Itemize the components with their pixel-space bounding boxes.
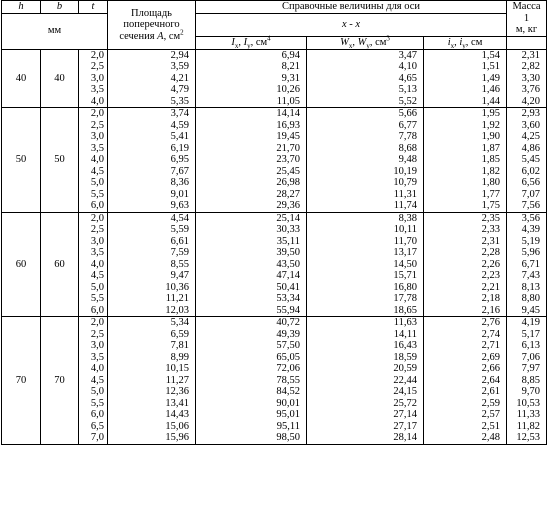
cell-moment-of-inertia: 98,50 [196, 432, 307, 444]
cell-area: 5,35 [108, 96, 196, 108]
cell-moment-of-inertia: 40,72 [196, 317, 307, 329]
cell-radius-of-gyration: 2,51 [424, 421, 507, 433]
cell-b: 60 [41, 212, 79, 317]
cell-moment-of-inertia: 43,50 [196, 259, 307, 271]
header-axis-text: x - x [341, 18, 361, 30]
cell-mass: 6,71 [507, 259, 547, 271]
cell-section-modulus: 14,50 [307, 259, 424, 271]
cell-radius-of-gyration: 2,64 [424, 375, 507, 387]
cell-mass: 6,56 [507, 177, 547, 189]
cell-radius-of-gyration: 2,69 [424, 352, 507, 364]
cell-radius-of-gyration: 2,74 [424, 329, 507, 341]
cell-area: 7,81 [108, 340, 196, 352]
cell-section-modulus: 8,68 [307, 143, 424, 155]
cell-section-modulus: 4,65 [307, 73, 424, 85]
cell-radius-of-gyration: 2,28 [424, 247, 507, 259]
cell-t: 3,5 [79, 247, 108, 259]
table-row [2, 293, 547, 305]
table-row [2, 189, 547, 201]
cell-area: 15,06 [108, 421, 196, 433]
cell-mass: 8,13 [507, 282, 547, 294]
cell-t: 6,0 [79, 409, 108, 421]
cell-moment-of-inertia: 53,34 [196, 293, 307, 305]
cell-radius-of-gyration: 2,18 [424, 293, 507, 305]
cell-radius-of-gyration: 1,49 [424, 73, 507, 85]
cell-area: 5,41 [108, 131, 196, 143]
table-row [2, 340, 547, 352]
cell-moment-of-inertia: 95,11 [196, 421, 307, 433]
cell-t: 3,5 [79, 352, 108, 364]
cell-section-modulus: 10,11 [307, 224, 424, 236]
cell-area: 2,94 [108, 49, 196, 61]
table-row [2, 200, 547, 212]
cell-mass: 2,31 [507, 49, 547, 61]
cell-section-modulus: 24,15 [307, 386, 424, 398]
cell-radius-of-gyration: 1,54 [424, 49, 507, 61]
cell-mass: 6,02 [507, 166, 547, 178]
cell-h: 50 [2, 108, 41, 213]
cell-t: 3,5 [79, 143, 108, 155]
table-row [2, 247, 547, 259]
cell-moment-of-inertia: 23,70 [196, 154, 307, 166]
cell-radius-of-gyration: 2,61 [424, 386, 507, 398]
cell-area: 8,99 [108, 352, 196, 364]
cell-radius-of-gyration: 2,23 [424, 270, 507, 282]
cell-moment-of-inertia: 90,01 [196, 398, 307, 410]
cell-t: 2,5 [79, 120, 108, 132]
table-header [2, 1, 547, 50]
header-t: t [79, 1, 108, 14]
cell-radius-of-gyration: 2,33 [424, 224, 507, 236]
cell-moment-of-inertia: 55,94 [196, 305, 307, 317]
cell-section-modulus: 27,17 [307, 421, 424, 433]
cell-mass: 2,93 [507, 108, 547, 120]
cell-t: 2,0 [79, 212, 108, 224]
cell-mass: 4,39 [507, 224, 547, 236]
cell-t: 4,5 [79, 270, 108, 282]
cell-mass: 4,20 [507, 96, 547, 108]
cell-t: 3,0 [79, 340, 108, 352]
cell-moment-of-inertia: 28,27 [196, 189, 307, 201]
cell-area: 6,59 [108, 329, 196, 341]
table-row [2, 409, 547, 421]
cell-mass: 11,82 [507, 421, 547, 433]
cell-moment-of-inertia: 35,11 [196, 236, 307, 248]
table-row [2, 398, 547, 410]
cell-area: 3,74 [108, 108, 196, 120]
cell-area: 4,79 [108, 84, 196, 96]
header-axis [196, 13, 507, 36]
header-col-W: $W_x$, $W_y$, $см^3$ [307, 36, 424, 49]
cell-radius-of-gyration: 2,57 [424, 409, 507, 421]
cell-mass: 4,86 [507, 143, 547, 155]
table-row [2, 352, 547, 364]
table-row [2, 108, 547, 120]
cell-area: 8,36 [108, 177, 196, 189]
cell-t: 6,0 [79, 200, 108, 212]
cell-area: 15,96 [108, 432, 196, 444]
cell-section-modulus: 16,80 [307, 282, 424, 294]
cell-section-modulus: 10,79 [307, 177, 424, 189]
cell-area: 12,03 [108, 305, 196, 317]
cell-radius-of-gyration: 1,92 [424, 120, 507, 132]
cell-t: 3,0 [79, 236, 108, 248]
header-mass-empty [507, 36, 547, 49]
table-row [2, 154, 547, 166]
cell-section-modulus: 7,78 [307, 131, 424, 143]
table-row [2, 305, 547, 317]
cell-b: 70 [41, 317, 79, 445]
cell-moment-of-inertia: 47,14 [196, 270, 307, 282]
cell-t: 5,5 [79, 189, 108, 201]
table-row [2, 236, 547, 248]
cell-t: 5,0 [79, 177, 108, 189]
cell-section-modulus: 8,38 [307, 212, 424, 224]
header-col-i: $i_x$, $i_y$, см [424, 36, 507, 49]
cell-radius-of-gyration: 2,35 [424, 212, 507, 224]
cell-moment-of-inertia: 6,94 [196, 49, 307, 61]
cell-radius-of-gyration: 2,59 [424, 398, 507, 410]
cell-mass: 3,30 [507, 73, 547, 85]
cell-moment-of-inertia: 9,31 [196, 73, 307, 85]
cell-t: 2,5 [79, 329, 108, 341]
cell-area: 13,41 [108, 398, 196, 410]
table-row [2, 96, 547, 108]
cell-area: 12,36 [108, 386, 196, 398]
cell-moment-of-inertia: 14,14 [196, 108, 307, 120]
cell-t: 3,5 [79, 84, 108, 96]
cell-area: 10,15 [108, 363, 196, 375]
cell-moment-of-inertia: 11,05 [196, 96, 307, 108]
header-area-line-2: поперечного [123, 19, 180, 30]
cell-mass: 7,56 [507, 200, 547, 212]
table-row [2, 73, 547, 85]
cell-t: 5,5 [79, 293, 108, 305]
cell-mass: 5,19 [507, 236, 547, 248]
cell-moment-of-inertia: 25,14 [196, 212, 307, 224]
cell-mass: 6,13 [507, 340, 547, 352]
cell-t: 6,5 [79, 421, 108, 433]
cell-area: 8,55 [108, 259, 196, 271]
cell-area: 6,95 [108, 154, 196, 166]
cell-h: 40 [2, 49, 41, 108]
cell-section-modulus: 28,14 [307, 432, 424, 444]
cell-section-modulus: 11,70 [307, 236, 424, 248]
cell-mass: 11,33 [507, 409, 547, 421]
cell-area: 9,63 [108, 200, 196, 212]
cell-moment-of-inertia: 30,33 [196, 224, 307, 236]
cell-area: 4,54 [108, 212, 196, 224]
table-row [2, 421, 547, 433]
cell-moment-of-inertia: 8,21 [196, 61, 307, 73]
cell-h: 70 [2, 317, 41, 445]
header-area [108, 1, 196, 50]
header-b: b [41, 1, 79, 14]
cell-section-modulus: 17,78 [307, 293, 424, 305]
header-units: мм [2, 13, 108, 49]
cell-moment-of-inertia: 21,70 [196, 143, 307, 155]
table-row [2, 166, 547, 178]
cell-moment-of-inertia: 49,39 [196, 329, 307, 341]
cell-area: 11,21 [108, 293, 196, 305]
cell-moment-of-inertia: 95,01 [196, 409, 307, 421]
cell-moment-of-inertia: 10,26 [196, 84, 307, 96]
table-row [2, 386, 547, 398]
cell-section-modulus: 18,59 [307, 352, 424, 364]
cell-area: 6,19 [108, 143, 196, 155]
cell-t: 3,0 [79, 131, 108, 143]
table-row [2, 224, 547, 236]
cell-area: 6,61 [108, 236, 196, 248]
cell-radius-of-gyration: 2,26 [424, 259, 507, 271]
cell-mass: 3,60 [507, 120, 547, 132]
cell-h: 60 [2, 212, 41, 317]
cell-radius-of-gyration: 1,90 [424, 131, 507, 143]
cell-radius-of-gyration: 1,87 [424, 143, 507, 155]
cell-radius-of-gyration: 1,85 [424, 154, 507, 166]
cell-t: 5,0 [79, 386, 108, 398]
cell-t: 2,0 [79, 317, 108, 329]
cell-moment-of-inertia: 19,45 [196, 131, 307, 143]
cell-section-modulus: 6,77 [307, 120, 424, 132]
cell-section-modulus: 3,47 [307, 49, 424, 61]
cell-mass: 4,19 [507, 317, 547, 329]
cell-mass: 12,53 [507, 432, 547, 444]
cell-mass: 7,43 [507, 270, 547, 282]
cell-radius-of-gyration: 2,71 [424, 340, 507, 352]
cell-b: 40 [41, 49, 79, 108]
table-row [2, 84, 547, 96]
cell-moment-of-inertia: 65,05 [196, 352, 307, 364]
cell-area: 9,01 [108, 189, 196, 201]
cell-section-modulus: 10,19 [307, 166, 424, 178]
cell-section-modulus: 11,31 [307, 189, 424, 201]
cell-radius-of-gyration: 2,66 [424, 363, 507, 375]
header-col-I: $I_x$, $I_y$, $см^4$ [196, 36, 307, 49]
table-row [2, 143, 547, 155]
cell-mass: 10,53 [507, 398, 547, 410]
header-area-line-1: Площадь [131, 7, 172, 19]
header-mass-line-1: Масса 1 [512, 1, 541, 24]
cell-moment-of-inertia: 16,93 [196, 120, 307, 132]
cell-section-modulus: 5,66 [307, 108, 424, 120]
cell-section-modulus: 4,10 [307, 61, 424, 73]
cell-mass: 8,85 [507, 375, 547, 387]
table-row [2, 177, 547, 189]
cell-mass: 9,45 [507, 305, 547, 317]
section-properties-table [1, 0, 547, 445]
cell-t: 5,5 [79, 398, 108, 410]
cell-mass: 7,97 [507, 363, 547, 375]
cell-moment-of-inertia: 29,36 [196, 200, 307, 212]
header-mass [507, 1, 547, 37]
cell-radius-of-gyration: 1,82 [424, 166, 507, 178]
cell-t: 3,0 [79, 73, 108, 85]
cell-radius-of-gyration: 1,51 [424, 61, 507, 73]
table-row [2, 363, 547, 375]
cell-radius-of-gyration: 1,75 [424, 200, 507, 212]
cell-section-modulus: 11,74 [307, 200, 424, 212]
cell-moment-of-inertia: 72,06 [196, 363, 307, 375]
cell-section-modulus: 14,11 [307, 329, 424, 341]
cell-area: 7,59 [108, 247, 196, 259]
cell-radius-of-gyration: 2,48 [424, 432, 507, 444]
cell-moment-of-inertia: 50,41 [196, 282, 307, 294]
cell-area: 9,47 [108, 270, 196, 282]
cell-mass: 4,25 [507, 131, 547, 143]
cell-b: 50 [41, 108, 79, 213]
header-area-line-3: сечения A, $см^2$ [119, 28, 184, 42]
cell-t: 4,5 [79, 375, 108, 387]
cell-section-modulus: 27,14 [307, 409, 424, 421]
cell-mass: 3,76 [507, 84, 547, 96]
table-body [2, 49, 547, 444]
cell-moment-of-inertia: 57,50 [196, 340, 307, 352]
cell-area: 5,34 [108, 317, 196, 329]
table-row [2, 212, 547, 224]
cell-radius-of-gyration: 1,44 [424, 96, 507, 108]
cell-section-modulus: 9,48 [307, 154, 424, 166]
cell-t: 4,0 [79, 154, 108, 166]
table-row [2, 120, 547, 132]
cell-radius-of-gyration: 1,46 [424, 84, 507, 96]
cell-section-modulus: 18,65 [307, 305, 424, 317]
cell-mass: 3,56 [507, 212, 547, 224]
cell-t: 6,0 [79, 305, 108, 317]
cell-t: 4,0 [79, 96, 108, 108]
cell-section-modulus: 13,17 [307, 247, 424, 259]
cell-section-modulus: 25,72 [307, 398, 424, 410]
cell-section-modulus: 16,43 [307, 340, 424, 352]
header-mass-line-2: м, кг [515, 24, 538, 35]
cell-section-modulus: 5,52 [307, 96, 424, 108]
cell-mass: 7,07 [507, 189, 547, 201]
cell-moment-of-inertia: 26,98 [196, 177, 307, 189]
cell-area: 10,36 [108, 282, 196, 294]
cell-area: 11,27 [108, 375, 196, 387]
cell-mass: 9,70 [507, 386, 547, 398]
cell-radius-of-gyration: 1,95 [424, 108, 507, 120]
table-row [2, 61, 547, 73]
table-row [2, 317, 547, 329]
header-h: h [2, 1, 41, 14]
cell-t: 4,0 [79, 259, 108, 271]
cell-radius-of-gyration: 1,77 [424, 189, 507, 201]
cell-section-modulus: 5,13 [307, 84, 424, 96]
table-row [2, 270, 547, 282]
cell-radius-of-gyration: 2,21 [424, 282, 507, 294]
header-ref-title-text: Справочные величины для оси [281, 1, 421, 12]
cell-mass: 5,45 [507, 154, 547, 166]
header-ref-title [196, 1, 507, 14]
cell-moment-of-inertia: 84,52 [196, 386, 307, 398]
cell-moment-of-inertia: 25,45 [196, 166, 307, 178]
cell-mass: 8,80 [507, 293, 547, 305]
cell-radius-of-gyration: 2,31 [424, 236, 507, 248]
table-row [2, 49, 547, 61]
cell-t: 7,0 [79, 432, 108, 444]
cell-t: 2,0 [79, 108, 108, 120]
table-row [2, 329, 547, 341]
cell-radius-of-gyration: 2,16 [424, 305, 507, 317]
cell-t: 4,5 [79, 166, 108, 178]
cell-t: 2,0 [79, 49, 108, 61]
cell-section-modulus: 11,63 [307, 317, 424, 329]
cell-radius-of-gyration: 1,80 [424, 177, 507, 189]
cell-t: 5,0 [79, 282, 108, 294]
table-row [2, 282, 547, 294]
cell-moment-of-inertia: 39,50 [196, 247, 307, 259]
cell-radius-of-gyration: 2,76 [424, 317, 507, 329]
cell-area: 7,67 [108, 166, 196, 178]
table-row [2, 375, 547, 387]
cell-area: 14,43 [108, 409, 196, 421]
table-row [2, 131, 547, 143]
cell-area: 4,21 [108, 73, 196, 85]
cell-section-modulus: 20,59 [307, 363, 424, 375]
cell-section-modulus: 15,71 [307, 270, 424, 282]
cell-area: 5,59 [108, 224, 196, 236]
cell-section-modulus: 22,44 [307, 375, 424, 387]
cell-t: 2,5 [79, 61, 108, 73]
cell-mass: 7,06 [507, 352, 547, 364]
cell-mass: 2,82 [507, 61, 547, 73]
cell-moment-of-inertia: 78,55 [196, 375, 307, 387]
cell-mass: 5,96 [507, 247, 547, 259]
cell-t: 4,0 [79, 363, 108, 375]
cell-area: 4,59 [108, 120, 196, 132]
table-row [2, 432, 547, 444]
cell-mass: 5,17 [507, 329, 547, 341]
cell-t: 2,5 [79, 224, 108, 236]
cell-area: 3,59 [108, 61, 196, 73]
table-row [2, 259, 547, 271]
